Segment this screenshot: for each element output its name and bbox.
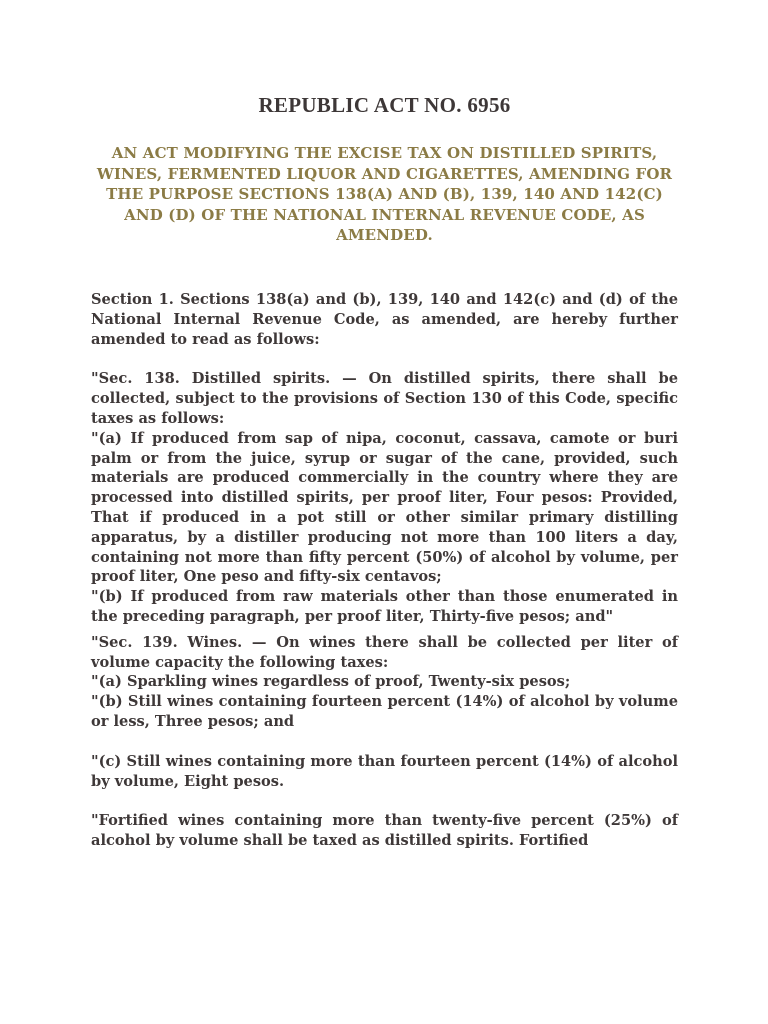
- paragraph-sec-139-c: "(c) Still wines containing more than fourteen percent (14%) of alcohol by volume, Eight pesos.: [91, 752, 678, 790]
- paragraph-sec-139-intro: "Sec. 139. Wines. — On wines there shall be collected per liter of volume capacity the following taxes:: [91, 633, 678, 671]
- paragraph-section-1: Section 1. Sections 138(a) and (b), 139, 140 and 142(c) and (d) of the National Internal Revenue Code, as amended, are hereby further amended to read as follows:: [91, 290, 678, 348]
- paragraph-fortified-wines: "Fortified wines containing more than twenty-five percent (25%) of alcohol by volume shall be taxed as distilled spirits. Fortified: [91, 812, 678, 850]
- paragraph-sec-138-intro: "Sec. 138. Distilled spirits. — On distilled spirits, there shall be collected, subject to the provisions of Section 130 of this Code, specific taxes as follows:: [91, 370, 678, 427]
- document-subtitle: AN ACT MODIFYING THE EXCISE TAX ON DISTILLED SPIRITS, WINES, FERMENTED LIQUOR AND CIGARETTES, AMENDING FOR THE PURPOSE SECTIONS 138(A) AND (B), 139, 140 AND 142(C) AND (D) OF THE NATIONAL INTERNAL REVENUE CODE, AS AMENDED.: [96, 144, 673, 245]
- paragraph-sec-138-b: "(b) If produced from raw materials other than those enumerated in the preceding paragraph, per proof liter, Thirty-five pesos; and": [91, 588, 678, 625]
- paragraph-sec-139-a: "(a) Sparkling wines regardless of proof, Twenty-six pesos;: [91, 673, 571, 691]
- paragraph-sec-139-b: "(b) Still wines containing fourteen percent (14%) of alcohol by volume or less, Three pesos; and: [91, 693, 678, 730]
- paragraph-sec-138-a: "(a) If produced from sap of nipa, coconut, cassava, camote or buri palm or from the juice, syrup or sugar of the cane, provided, such materials are produced commercially in the country where they are processed into distilled spirits, per proof liter, Four pesos: Provided, That if produced in a pot still or other similar primary distilling apparatus, by a distiller producing not more than 100 liters a day, containing not more than fifty percent (50%) of alcohol by volume, per proof liter, One peso and fifty-six centavos;: [91, 429, 678, 586]
- document-title: REPUBLIC ACT NO. 6956: [258, 93, 511, 117]
- document-body: [91, 290, 678, 851]
